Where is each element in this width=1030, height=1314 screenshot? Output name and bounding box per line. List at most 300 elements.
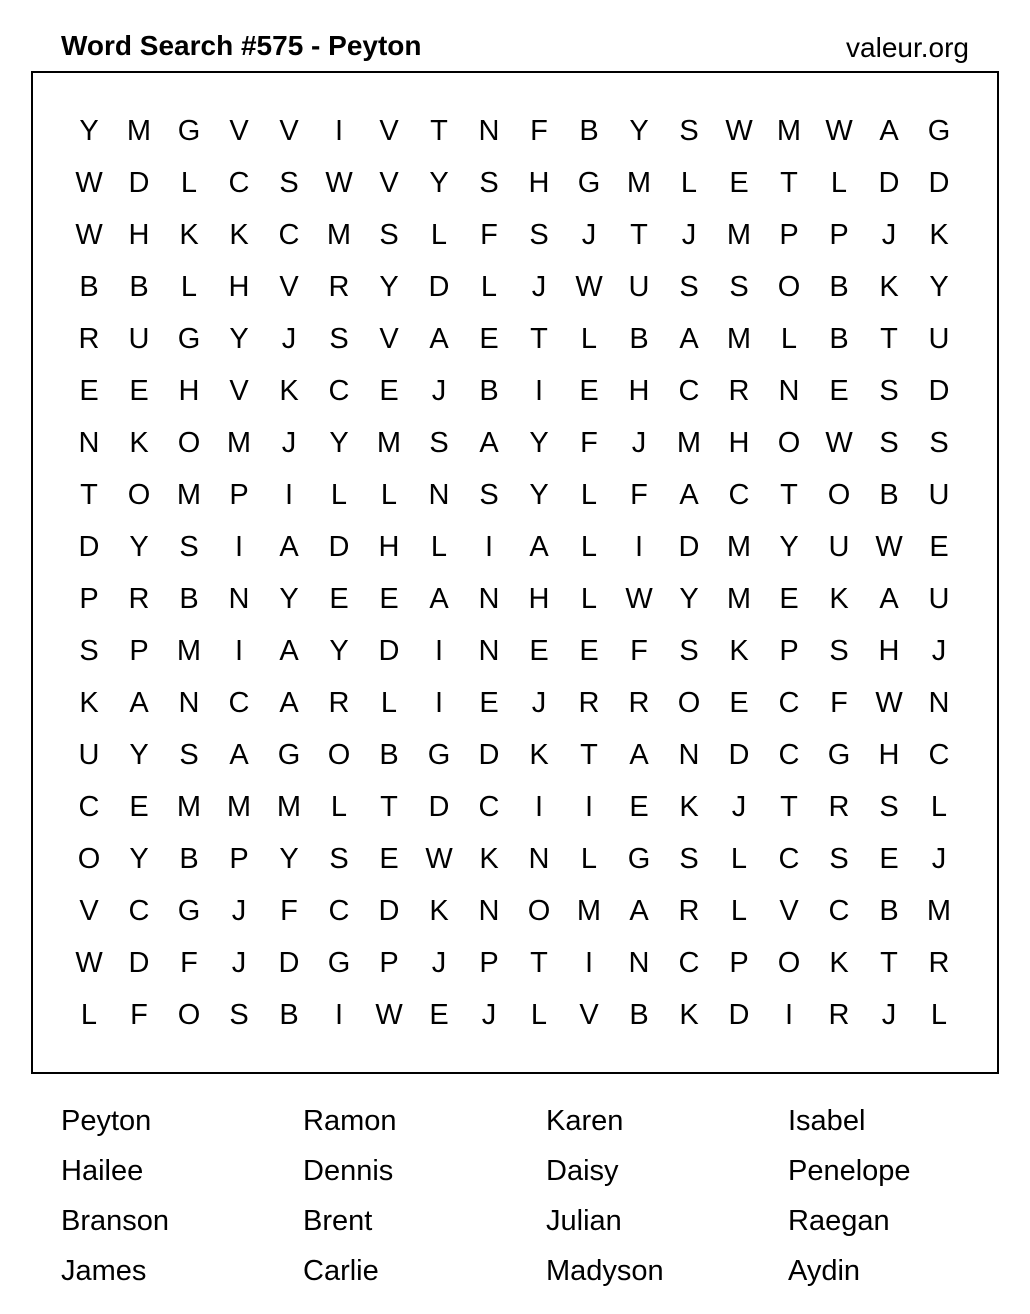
grid-letter: I	[334, 999, 344, 1031]
word-list-item: Dennis	[303, 1155, 394, 1187]
grid-letter: C	[78, 791, 100, 823]
grid-letter: Y	[279, 843, 299, 875]
word-list-item: Hailee	[61, 1155, 144, 1187]
grid-letter: E	[379, 583, 399, 615]
grid-letter: S	[229, 999, 249, 1031]
grid-letter: M	[326, 219, 352, 251]
grid-letter: D	[328, 531, 350, 563]
grid-letter: J	[281, 323, 297, 355]
grid-letter: J	[231, 895, 247, 927]
grid-letter: A	[679, 323, 699, 355]
grid-letter: S	[879, 427, 899, 459]
grid-letter: M	[726, 531, 752, 563]
grid-letter: P	[79, 583, 99, 615]
grid-letter: O	[177, 427, 201, 459]
grid-letter: E	[479, 323, 499, 355]
grid-letter: S	[479, 479, 499, 511]
grid-letter: S	[829, 635, 849, 667]
grid-letter: A	[279, 687, 299, 719]
grid-letter: P	[479, 947, 499, 979]
grid-letter: Y	[629, 115, 649, 147]
grid-letter: T	[630, 219, 648, 251]
grid-letter: H	[878, 635, 900, 667]
grid-letter: A	[679, 479, 699, 511]
grid-letter: R	[578, 687, 600, 719]
grid-letter: R	[78, 323, 100, 355]
grid-letter: K	[829, 947, 849, 979]
word-list-item: Penelope	[788, 1155, 911, 1187]
grid-letter: I	[534, 375, 544, 407]
grid-letter: S	[179, 739, 199, 771]
grid-letter: A	[279, 531, 299, 563]
grid-letter: I	[284, 479, 294, 511]
grid-letter: G	[827, 739, 851, 771]
grid-letter: M	[776, 115, 802, 147]
grid-letter: G	[427, 739, 451, 771]
grid-letter: O	[677, 687, 701, 719]
grid-letter: M	[926, 895, 952, 927]
grid-letter: N	[178, 687, 200, 719]
grid-letter: D	[728, 739, 750, 771]
grid-letter: S	[679, 843, 699, 875]
grid-letter: T	[80, 479, 98, 511]
grid-letter: L	[430, 531, 448, 563]
grid-letter: W	[375, 999, 403, 1031]
grid-letter: A	[129, 687, 149, 719]
grid-letter: J	[481, 999, 497, 1031]
grid-letter: C	[328, 895, 350, 927]
grid-letter: L	[580, 843, 598, 875]
grid-letter: P	[129, 635, 149, 667]
grid-letter: R	[328, 687, 350, 719]
grid-letter: C	[128, 895, 150, 927]
grid-letter: U	[78, 739, 100, 771]
grid-letter: N	[628, 947, 650, 979]
grid-letter: G	[177, 115, 201, 147]
grid-letter: V	[379, 167, 399, 199]
grid-letter: B	[879, 479, 899, 511]
grid-letter: L	[830, 167, 848, 199]
grid-letter: K	[79, 687, 99, 719]
grid-letter: K	[679, 791, 699, 823]
word-list	[61, 1100, 988, 1300]
grid-letter: L	[380, 479, 398, 511]
grid-letter: B	[579, 115, 599, 147]
grid-letter: W	[875, 687, 903, 719]
grid-letter: F	[630, 479, 648, 511]
grid-letter: S	[529, 219, 549, 251]
grid-letter: L	[430, 219, 448, 251]
grid-letter: V	[779, 895, 799, 927]
word-list-item: Peyton	[61, 1105, 152, 1137]
grid-letter: L	[930, 791, 948, 823]
grid-letter: H	[178, 375, 200, 407]
grid-letter: F	[280, 895, 298, 927]
grid-letter: V	[279, 271, 299, 303]
grid-letter: F	[580, 427, 598, 459]
grid-letter: L	[180, 167, 198, 199]
grid-letter: Y	[129, 531, 149, 563]
grid-letter: O	[827, 479, 851, 511]
grid-letter: A	[879, 583, 899, 615]
grid-letter: S	[679, 115, 699, 147]
grid-letter: L	[780, 323, 798, 355]
grid-letter: M	[626, 167, 652, 199]
grid-letter: U	[928, 323, 950, 355]
grid-letter: S	[679, 271, 699, 303]
grid-letter: E	[79, 375, 99, 407]
grid-letter: L	[680, 167, 698, 199]
grid-letter: H	[728, 427, 750, 459]
grid-letter: A	[479, 427, 499, 459]
grid-letter: S	[729, 271, 749, 303]
grid-letter: D	[428, 791, 450, 823]
word-list-item: Raegan	[788, 1205, 890, 1237]
grid-letter: V	[379, 323, 399, 355]
grid-letter: B	[879, 895, 899, 927]
grid-letter: J	[531, 687, 547, 719]
word-list-item: Isabel	[788, 1105, 866, 1137]
grid-letter: R	[328, 271, 350, 303]
grid-letter: C	[928, 739, 950, 771]
grid-letter: E	[129, 375, 149, 407]
grid-letter: D	[128, 167, 150, 199]
grid-letter: L	[180, 271, 198, 303]
grid-letter: G	[177, 895, 201, 927]
grid-letter: K	[879, 271, 899, 303]
grid-letter: D	[728, 999, 750, 1031]
word-list-item: James	[61, 1255, 147, 1287]
grid-letter: D	[678, 531, 700, 563]
grid-letter: H	[628, 375, 650, 407]
grid-letter: L	[730, 895, 748, 927]
grid-letter: K	[729, 635, 749, 667]
grid-letter: K	[829, 583, 849, 615]
grid-letter: O	[327, 739, 351, 771]
grid-letter: L	[380, 687, 398, 719]
grid-letter: E	[379, 375, 399, 407]
grid-letter: D	[378, 635, 400, 667]
grid-letter: L	[530, 999, 548, 1031]
grid-letter: R	[928, 947, 950, 979]
grid-letter: D	[78, 531, 100, 563]
grid-letter: B	[629, 323, 649, 355]
grid-letter: T	[780, 167, 798, 199]
grid-letter: L	[930, 999, 948, 1031]
grid-letter: P	[829, 219, 849, 251]
grid-letter: A	[629, 739, 649, 771]
grid-letter: N	[428, 479, 450, 511]
grid-letter: Y	[529, 427, 549, 459]
grid-letter: L	[330, 791, 348, 823]
grid-letter: B	[79, 271, 99, 303]
grid-letter: I	[584, 791, 594, 823]
grid-letter: M	[376, 427, 402, 459]
grid-letter: F	[830, 687, 848, 719]
grid-letter: C	[778, 843, 800, 875]
grid-letter: J	[881, 219, 897, 251]
grid-letter: L	[730, 843, 748, 875]
grid-letter: E	[479, 687, 499, 719]
grid-letter: N	[78, 427, 100, 459]
grid-letter: M	[726, 583, 752, 615]
grid-letter: Y	[229, 323, 249, 355]
word-list-item: Carlie	[303, 1255, 379, 1287]
grid-letter: R	[728, 375, 750, 407]
grid-letter: B	[129, 271, 149, 303]
grid-letter: M	[676, 427, 702, 459]
grid-letter: N	[528, 843, 550, 875]
grid-letter: S	[329, 843, 349, 875]
puzzle-title: Word Search #575 - Peyton	[61, 30, 422, 61]
grid-letter: J	[431, 375, 447, 407]
grid-letter: U	[828, 531, 850, 563]
word-list-item: Brent	[303, 1205, 373, 1237]
grid-letter: A	[529, 531, 549, 563]
grid-letter: N	[478, 583, 500, 615]
grid-letter: J	[681, 219, 697, 251]
grid-letter: D	[928, 375, 950, 407]
grid-letter: T	[430, 115, 448, 147]
grid-letter: A	[279, 635, 299, 667]
grid-letter: E	[929, 531, 949, 563]
grid-letter: V	[229, 375, 249, 407]
grid-letter: S	[379, 219, 399, 251]
grid-letter: F	[180, 947, 198, 979]
grid-letter: E	[379, 843, 399, 875]
grid-letter: C	[678, 947, 700, 979]
grid-letter: P	[379, 947, 399, 979]
grid-letter: N	[928, 687, 950, 719]
grid-letter: A	[229, 739, 249, 771]
grid-letter: O	[77, 843, 101, 875]
word-list-item: Aydin	[788, 1255, 861, 1287]
grid-letter: U	[128, 323, 150, 355]
grid-letter: G	[577, 167, 601, 199]
grid-letter: A	[429, 323, 449, 355]
grid-letter: L	[580, 583, 598, 615]
grid-letter: I	[434, 635, 444, 667]
grid-letter: Y	[929, 271, 949, 303]
grid-letter: G	[927, 115, 951, 147]
grid-letter: J	[631, 427, 647, 459]
grid-letter: C	[228, 687, 250, 719]
grid-letter: F	[130, 999, 148, 1031]
grid-letter: T	[530, 947, 548, 979]
grid-letter: K	[929, 219, 949, 251]
grid-letter: J	[281, 427, 297, 459]
grid-letter: B	[829, 271, 849, 303]
grid-letter: I	[234, 635, 244, 667]
grid-letter: I	[484, 531, 494, 563]
grid-letter: M	[726, 323, 752, 355]
grid-letter: Y	[129, 739, 149, 771]
grid-letter: S	[179, 531, 199, 563]
grid-letter: N	[478, 115, 500, 147]
grid-letter: I	[634, 531, 644, 563]
grid-letter: F	[530, 115, 548, 147]
grid-letter: K	[479, 843, 499, 875]
grid-letter: T	[380, 791, 398, 823]
grid-letter: E	[629, 791, 649, 823]
grid-letter: E	[729, 167, 749, 199]
grid-letter: W	[625, 583, 653, 615]
grid-letter: G	[627, 843, 651, 875]
grid-letter: M	[726, 219, 752, 251]
grid-letter: B	[179, 583, 199, 615]
grid-letter: Y	[279, 583, 299, 615]
word-list-item: Julian	[546, 1205, 622, 1237]
grid-letter: S	[329, 323, 349, 355]
grid-letter: K	[179, 219, 199, 251]
grid-letter: M	[176, 791, 202, 823]
grid-letter: F	[630, 635, 648, 667]
grid-letter: H	[878, 739, 900, 771]
grid-letter: Y	[679, 583, 699, 615]
grid-letter: R	[628, 687, 650, 719]
grid-letter: D	[478, 739, 500, 771]
grid-letter: R	[828, 791, 850, 823]
grid-letter: W	[325, 167, 353, 199]
grid-letter: N	[478, 895, 500, 927]
grid-letter: R	[678, 895, 700, 927]
grid-letter: E	[529, 635, 549, 667]
grid-letter: A	[629, 895, 649, 927]
grid-letter: K	[129, 427, 149, 459]
grid-letter: N	[478, 635, 500, 667]
grid-letter: M	[226, 791, 252, 823]
grid-letter: N	[678, 739, 700, 771]
grid-letter: E	[779, 583, 799, 615]
grid-letter: H	[228, 271, 250, 303]
grid-letter: B	[379, 739, 399, 771]
grid-letter: H	[528, 583, 550, 615]
grid-letter: H	[378, 531, 400, 563]
grid-letter: K	[429, 895, 449, 927]
grid-letter: O	[127, 479, 151, 511]
grid-letter: W	[75, 167, 103, 199]
grid-letter: M	[276, 791, 302, 823]
grid-letter: L	[580, 323, 598, 355]
grid-letter: B	[479, 375, 499, 407]
grid-letter: J	[931, 635, 947, 667]
grid-letter: J	[531, 271, 547, 303]
grid-letter: C	[778, 687, 800, 719]
grid-letter: P	[229, 479, 249, 511]
grid-letter: S	[879, 375, 899, 407]
grid-letter: S	[479, 167, 499, 199]
grid-letter: H	[128, 219, 150, 251]
grid-letter: V	[579, 999, 599, 1031]
grid-letter: K	[529, 739, 549, 771]
grid-letter: C	[328, 375, 350, 407]
word-list-item: Madyson	[546, 1255, 664, 1287]
grid-letter: C	[278, 219, 300, 251]
grid-letter: U	[928, 583, 950, 615]
grid-letter: C	[228, 167, 250, 199]
letter-grid	[64, 105, 964, 1041]
grid-letter: D	[278, 947, 300, 979]
grid-letter: V	[229, 115, 249, 147]
grid-letter: S	[279, 167, 299, 199]
grid-letter: Y	[329, 635, 349, 667]
grid-letter: M	[176, 479, 202, 511]
grid-letter: E	[329, 583, 349, 615]
grid-letter: D	[878, 167, 900, 199]
grid-letter: E	[129, 791, 149, 823]
grid-letter: Y	[379, 271, 399, 303]
grid-letter: W	[725, 115, 753, 147]
grid-letter: K	[229, 219, 249, 251]
grid-letter: C	[728, 479, 750, 511]
grid-letter: I	[234, 531, 244, 563]
grid-letter: B	[179, 843, 199, 875]
word-list-item: Branson	[61, 1205, 170, 1237]
grid-letter: D	[378, 895, 400, 927]
grid-letter: Y	[79, 115, 99, 147]
grid-letter: O	[777, 947, 801, 979]
site-name: valeur.org	[846, 32, 969, 63]
grid-letter: A	[879, 115, 899, 147]
grid-letter: S	[829, 843, 849, 875]
grid-letter: E	[879, 843, 899, 875]
grid-letter: D	[928, 167, 950, 199]
grid-letter: B	[629, 999, 649, 1031]
grid-letter: T	[530, 323, 548, 355]
grid-letter: G	[177, 323, 201, 355]
grid-letter: T	[780, 791, 798, 823]
grid-letter: E	[829, 375, 849, 407]
grid-letter: S	[929, 427, 949, 459]
grid-letter: E	[729, 687, 749, 719]
grid-letter: Y	[779, 531, 799, 563]
grid-letter: O	[177, 999, 201, 1031]
grid-letter: N	[228, 583, 250, 615]
grid-letter: L	[80, 999, 98, 1031]
grid-letter: P	[729, 947, 749, 979]
grid-letter: Y	[529, 479, 549, 511]
grid-letter: M	[226, 427, 252, 459]
grid-letter: F	[480, 219, 498, 251]
grid-letter: M	[126, 115, 152, 147]
grid-letter: W	[425, 843, 453, 875]
grid-letter: Y	[329, 427, 349, 459]
grid-letter: C	[828, 895, 850, 927]
grid-letter: T	[880, 947, 898, 979]
grid-letter: P	[779, 219, 799, 251]
grid-letter: R	[828, 999, 850, 1031]
grid-letter: W	[75, 219, 103, 251]
grid-letter: M	[176, 635, 202, 667]
grid-letter: C	[678, 375, 700, 407]
grid-letter: M	[576, 895, 602, 927]
grid-letter: H	[528, 167, 550, 199]
grid-letter: W	[875, 531, 903, 563]
grid-letter: K	[679, 999, 699, 1031]
grid-letter: I	[534, 791, 544, 823]
grid-letter: P	[779, 635, 799, 667]
word-list-item: Ramon	[303, 1105, 397, 1137]
grid-letter: G	[327, 947, 351, 979]
grid-letter: L	[330, 479, 348, 511]
grid-letter: A	[429, 583, 449, 615]
grid-letter: V	[79, 895, 99, 927]
grid-letter: E	[429, 999, 449, 1031]
grid-letter: C	[478, 791, 500, 823]
grid-letter: I	[334, 115, 344, 147]
word-list-item: Daisy	[546, 1155, 619, 1187]
grid-letter: V	[279, 115, 299, 147]
